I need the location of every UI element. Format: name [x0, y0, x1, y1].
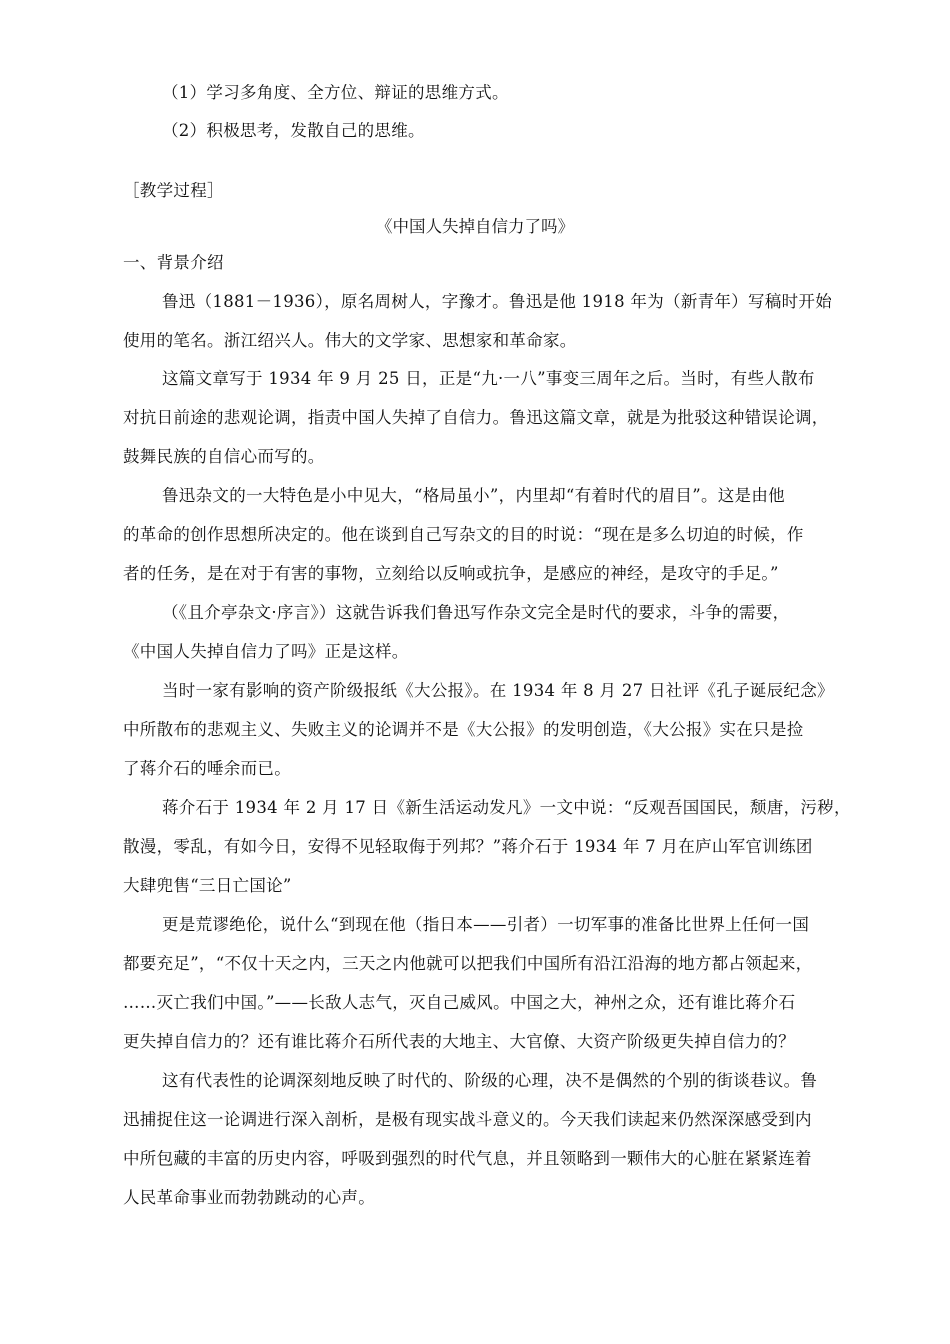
paragraph-line: 鲁迅（1881－1936），原名周树人，字豫才。鲁迅是他 1918 年为（新青年）写稿时开始	[162, 292, 833, 311]
paragraph-line: 中所包藏的丰富的历史内容，呼吸到强烈的时代气息，并且领略到一颗伟大的心脏在紧紧连着	[123, 1149, 812, 1168]
paragraph-line: （《且介亭杂文·序言》）这就告诉我们鲁迅写作杂文完全是时代的要求，斗争的需要，	[162, 603, 790, 622]
paragraph-line: 了蒋介石的唾余而已。	[123, 759, 291, 778]
section-heading-background: 一、背景介绍	[123, 253, 224, 272]
paragraph-line: 蒋介石于 1934 年 2 月 17 日《新生活运动发凡》一文中说：“反观吾国国民，颓唐，污秽，	[162, 798, 851, 817]
article-title: 《中国人失掉自信力了吗》	[376, 217, 574, 236]
paragraph-line: 鲁迅杂文的一大特色是小中见大，“格局虽小”，内里却“有着时代的眉目”。这是由他	[162, 486, 785, 505]
paragraph-line: 更是荒谬绝伦，说什么“到现在他（指日本——引者）一切军事的准备比世界上任何一国	[162, 915, 810, 934]
paragraph-line: 对抗日前途的悲观论调，指责中国人失掉了自信力。鲁迅这篇文章，就是为批驳这种错误论调，	[123, 408, 829, 427]
objective-item-2: （2）积极思考，发散自己的思维。	[162, 121, 425, 140]
paragraph-line: ……灭亡我们中国。”——长敌人志气，灭自己威风。中国之大，神州之众，还有谁比蒋介石	[123, 993, 796, 1012]
paragraph-line: 当时一家有影响的资产阶级报纸《大公报》。在 1934 年 8 月 27 日社评《孔子诞辰纪念》	[162, 681, 834, 700]
paragraph-line: 《中国人失掉自信力了吗》正是这样。	[123, 642, 409, 661]
paragraph-line: 这篇文章写于 1934 年 9 月 25 日，正是“九·一八”事变三周年之后。当时，有些人散布	[162, 369, 815, 388]
paragraph-line: 迅捕捉住这一论调进行深入剖析，是极有现实战斗意义的。今天我们读起来仍然深深感受到内	[123, 1110, 812, 1129]
paragraph-line: 散漫，零乱，有如今日，安得不见轻取侮于列邦？”蒋介石于 1934 年 7 月在庐山军官训练团	[123, 837, 813, 856]
paragraph-line: 都要充足”，“不仅十天之内，三天之内他就可以把我们中国所有沿江沿海的地方都占领起来，	[123, 954, 813, 973]
paragraph-line: 人民革命事业而勃勃跳动的心声。	[123, 1188, 375, 1207]
paragraph-line: 更失掉自信力的？还有谁比蒋介石所代表的大地主、大官僚、大资产阶级更失掉自信力的？	[123, 1032, 795, 1051]
paragraph-line: 的革命的创作思想所决定的。他在谈到自己写杂文的目的时说：“现在是多么切迫的时候，作	[123, 525, 804, 544]
paragraph-line: 使用的笔名。浙江绍兴人。伟大的文学家、思想家和革命家。	[123, 331, 577, 350]
paragraph-line: 中所散布的悲观主义、失败主义的论调并不是《大公报》的发明创造，《大公报》实在只是捡	[123, 720, 804, 739]
paragraph-line: 鼓舞民族的自信心而写的。	[123, 447, 325, 466]
paragraph-line: 者的任务，是在对于有害的事物，立刻给以反响或抗争，是感应的神经，是攻守的手足。”	[123, 564, 779, 583]
process-heading: ［教学过程］	[123, 181, 224, 200]
objective-item-1: （1）学习多角度、全方位、辩证的思维方式。	[162, 83, 509, 102]
paragraph-line: 这有代表性的论调深刻地反映了时代的、阶级的心理，决不是偶然的个别的街谈巷议。鲁	[162, 1071, 818, 1090]
paragraph-line: 大肆兜售“三日亡国论”	[123, 876, 292, 895]
